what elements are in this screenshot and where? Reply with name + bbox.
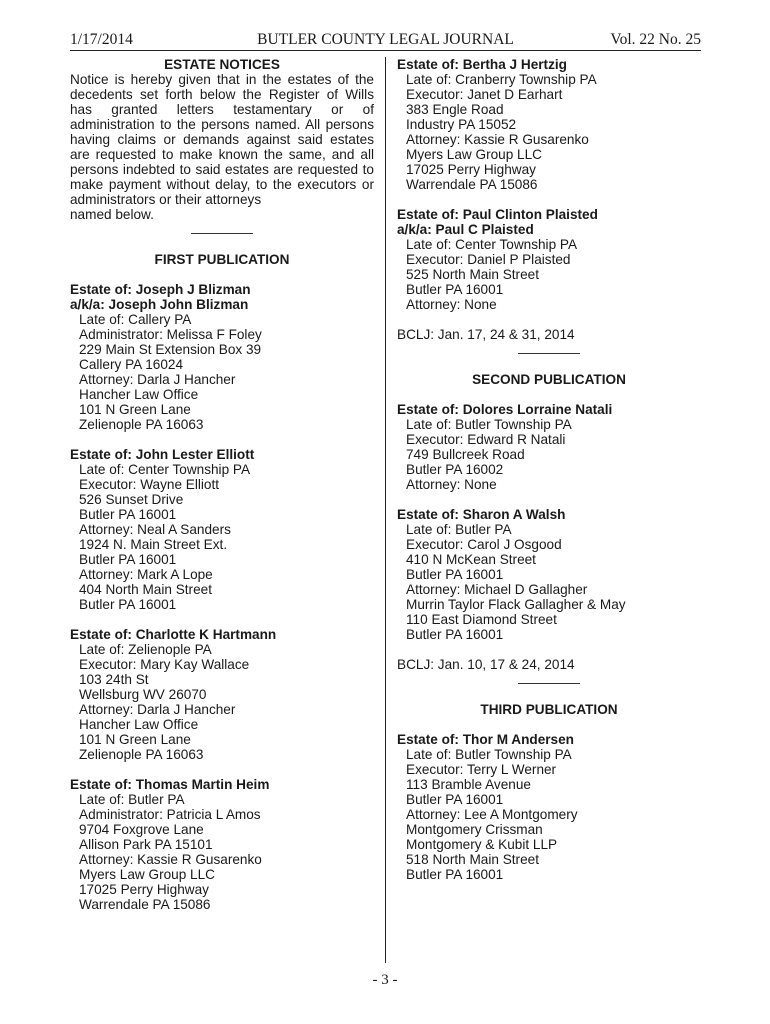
estate-detail-line: Executor: Carol J Osgood <box>406 537 562 552</box>
estate-aka: a/k/a: Joseph John Blizman <box>70 297 249 312</box>
estate-detail-line: Allison Park PA 15101 <box>79 837 213 852</box>
estate-name: Estate of: Bertha J Hertzig <box>397 57 567 72</box>
page-number: - 3 - <box>372 972 398 988</box>
estate-detail-line: Butler PA 16002 <box>406 462 504 477</box>
estate-detail-line: 17025 Perry Highway <box>79 882 209 897</box>
estate-detail-line: Butler PA 16001 <box>406 867 504 882</box>
estate-detail-line: Butler PA 16001 <box>406 282 504 297</box>
estate-detail-line: 103 24th St <box>79 672 149 687</box>
notices-title: ESTATE NOTICES <box>164 57 280 72</box>
estate-detail-line: Attorney: None <box>406 297 497 312</box>
estate-detail-line: Executor: Edward R Natali <box>406 432 566 447</box>
estate-detail-line: Late of: Cranberry Township PA <box>406 72 597 87</box>
estate-name: Estate of: John Lester Elliott <box>70 447 255 462</box>
estate-detail-line: Butler PA 16001 <box>79 552 177 567</box>
second-publication-bclj: BCLJ: Jan. 10, 17 & 24, 2014 <box>397 657 575 672</box>
estate-detail-line: Hancher Law Office <box>79 717 199 732</box>
estate-entry <box>397 402 701 492</box>
estate-detail-line: 17025 Perry Highway <box>406 162 536 177</box>
estate-detail-line: 110 East Diamond Street <box>406 612 557 627</box>
estate-detail-line: Butler PA 16001 <box>79 597 177 612</box>
estate-name: Estate of: Thor M Andersen <box>397 732 574 747</box>
estate-entry <box>70 282 374 432</box>
estate-detail-line: Administrator: Patricia L Amos <box>79 807 261 822</box>
estate-name: Estate of: Thomas Martin Heim <box>70 777 270 792</box>
estate-detail-line: Attorney: Neal A Sanders <box>79 522 231 537</box>
estate-detail-line: Industry PA 15052 <box>406 117 517 132</box>
estate-detail-line: Butler PA 16001 <box>406 567 504 582</box>
estate-detail-line: Late of: Callery PA <box>79 312 192 327</box>
estate-detail-line: Late of: Butler Township PA <box>406 747 572 762</box>
estate-detail-line: Attorney: Darla J Hancher <box>79 702 236 717</box>
estate-detail-line: Warrendale PA 15086 <box>406 177 538 192</box>
estate-detail-line: Butler PA 16001 <box>79 507 177 522</box>
estate-detail-line: Montgomery & Kubit LLP <box>406 837 558 852</box>
first-publication-estates-right <box>397 57 701 312</box>
estate-entry <box>397 507 701 642</box>
estate-aka: a/k/a: Paul C Plaisted <box>397 222 534 237</box>
first-publication-heading: FIRST PUBLICATION <box>154 252 290 267</box>
estate-detail-line: Executor: Janet D Earhart <box>406 87 563 102</box>
volume-number: Vol. 22 No. 25 <box>610 31 701 48</box>
estate-detail-line: Administrator: Melissa F Foley <box>79 327 262 342</box>
estate-entry <box>70 777 374 912</box>
estate-detail-line: 526 Sunset Drive <box>79 492 184 507</box>
estate-detail-line: Late of: Butler PA <box>79 792 185 807</box>
issue-date: 1/17/2014 <box>70 31 133 48</box>
estate-detail-line: 383 Engle Road <box>406 102 504 117</box>
estate-name: Estate of: Joseph J Blizman <box>70 282 251 297</box>
column-divider <box>385 57 386 963</box>
estate-detail-line: 525 North Main Street <box>406 267 539 282</box>
estate-detail-line: 9704 Foxgrove Lane <box>79 822 204 837</box>
notice-intro: Notice is hereby given that in the estates of the decedents set forth below the Register of Wills has granted letters testamentary or of administration to the persons named. All persons having claims or demands against said estates are requested to make known the same, and all persons indebted to said estates are requested to make payment without delay, to the executors or administrators or their attorneys <box>70 72 374 207</box>
estate-detail-line: Montgomery Crissman <box>406 822 543 837</box>
estate-detail-line: Zelienople PA 16063 <box>79 417 204 432</box>
estate-detail-line: Late of: Center Township PA <box>79 462 251 477</box>
estate-name: Estate of: Paul Clinton Plaisted <box>397 207 598 222</box>
section-separator <box>397 672 701 702</box>
journal-title: BUTLER COUNTY LEGAL JOURNAL <box>257 31 514 48</box>
estate-detail-line: Attorney: Kassie R Gusarenko <box>406 132 589 147</box>
estate-detail-line: Myers Law Group LLC <box>406 147 542 162</box>
estate-name: Estate of: Dolores Lorraine Natali <box>397 402 613 417</box>
estate-detail-line: Late of: Butler PA <box>406 522 512 537</box>
notice-intro-end: named below. <box>70 207 154 222</box>
estate-detail-line: Wellsburg WV 26070 <box>79 687 207 702</box>
estate-detail-line: 518 North Main Street <box>406 852 539 867</box>
estate-detail-line: 101 N Green Lane <box>79 732 191 747</box>
estate-detail-line: 1924 N. Main Street Ext. <box>79 537 228 552</box>
estate-detail-line: Attorney: Lee A Montgomery <box>406 807 578 822</box>
estate-detail-line: Executor: Mary Kay Wallace <box>79 657 250 672</box>
estate-entry <box>397 207 701 312</box>
estate-detail-line: Butler PA 16001 <box>406 792 504 807</box>
estate-entry <box>70 627 374 762</box>
estate-detail-line: Attorney: Kassie R Gusarenko <box>79 852 262 867</box>
estate-detail-line: Butler PA 16001 <box>406 627 504 642</box>
estate-entry <box>397 57 701 192</box>
estate-detail-line: Executor: Wayne Elliott <box>79 477 220 492</box>
estate-detail-line: Warrendale PA 15086 <box>79 897 211 912</box>
section-separator <box>397 342 701 372</box>
estate-detail-line: Attorney: Michael D Gallagher <box>406 582 588 597</box>
estate-detail-line: 113 Bramble Avenue <box>406 777 531 792</box>
estate-detail-line: 229 Main St Extension Box 39 <box>79 342 262 357</box>
third-publication-heading: THIRD PUBLICATION <box>480 702 618 717</box>
estate-detail-line: 101 N Green Lane <box>79 402 191 417</box>
estate-detail-line: Executor: Terry L Werner <box>406 762 557 777</box>
estate-detail-line: Attorney: Darla J Hancher <box>79 372 236 387</box>
estate-detail-line: Late of: Butler Township PA <box>406 417 572 432</box>
estate-name: Estate of: Charlotte K Hartmann <box>70 627 277 642</box>
right-column <box>397 57 701 897</box>
second-publication-heading: SECOND PUBLICATION <box>472 372 626 387</box>
section-separator <box>70 222 374 252</box>
estate-name: Estate of: Sharon A Walsh <box>397 507 566 522</box>
header-rule <box>70 50 701 51</box>
estate-detail-line: Late of: Zelienople PA <box>79 642 212 657</box>
third-publication-estates <box>397 732 701 882</box>
page-header <box>70 30 701 52</box>
first-publication-bclj: BCLJ: Jan. 17, 24 & 31, 2014 <box>397 327 575 342</box>
estate-detail-line: Zelienople PA 16063 <box>79 747 204 762</box>
estate-entry <box>70 447 374 612</box>
estate-detail-line: 749 Bullcreek Road <box>406 447 525 462</box>
estate-detail-line: Murrin Taylor Flack Gallagher & May <box>406 597 626 612</box>
estate-entry <box>397 732 701 882</box>
estate-detail-line: 404 North Main Street <box>79 582 212 597</box>
estate-detail-line: Hancher Law Office <box>79 387 199 402</box>
estate-detail-line: Myers Law Group LLC <box>79 867 215 882</box>
estate-detail-line: Late of: Center Township PA <box>406 237 578 252</box>
second-publication-estates <box>397 402 701 642</box>
estate-detail-line: Executor: Daniel P Plaisted <box>406 252 571 267</box>
first-publication-estates-left <box>70 282 374 912</box>
estate-detail-line: Attorney: Mark A Lope <box>79 567 213 582</box>
estate-detail-line: Attorney: None <box>406 477 497 492</box>
left-column <box>70 57 374 927</box>
estate-detail-line: 410 N McKean Street <box>406 552 536 567</box>
estate-detail-line: Callery PA 16024 <box>79 357 184 372</box>
